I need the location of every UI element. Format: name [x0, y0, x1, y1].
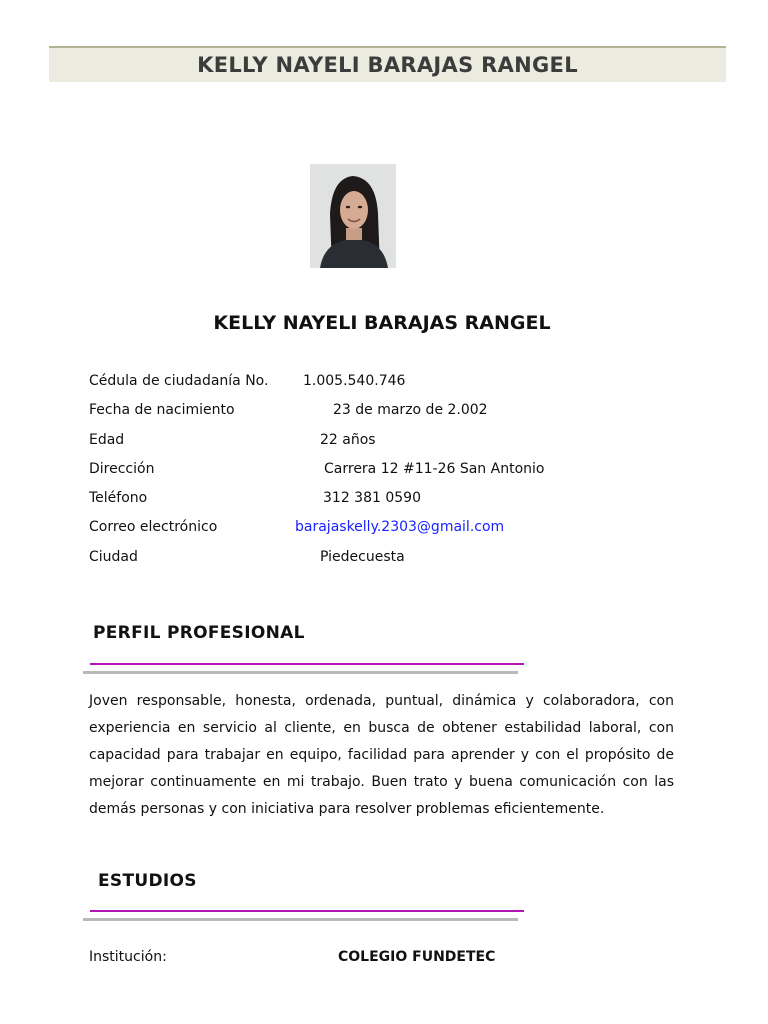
- address-value: Carrera 12 #11-26 San Antonio: [324, 461, 545, 477]
- profile-photo-image: [310, 164, 396, 268]
- city-label: Ciudad: [89, 549, 138, 565]
- institution-value: COLEGIO FUNDETEC: [338, 949, 496, 965]
- email-link[interactable]: barajaskelly.2303@gmail.com: [295, 519, 505, 535]
- cedula-value: 1.005.540.746: [303, 373, 406, 389]
- candidate-name: KELLY NAYELI BARAJAS RANGEL: [213, 312, 551, 334]
- cedula-label: Cédula de ciudadanía No.: [89, 373, 269, 389]
- profile-gray-rule: [83, 671, 518, 674]
- birth-value: 23 de marzo de 2.002: [333, 402, 488, 418]
- profile-accent-rule: [90, 663, 524, 665]
- profile-paragraph: Joven responsable, honesta, ordenada, puntual, dinámica y colaboradora, con experiencia en servicio al cliente, en busca de obtener estabilidad laboral, con capacidad para trabajar en equipo, facilidad para aprender y con el propósito de mejorar continuamente en mi trabajo. Buen trato y buena comunicación con las demás personas y con iniciativa para resolver problemas eficientemente.: [89, 693, 674, 817]
- studies-section-title: ESTUDIOS: [98, 871, 197, 891]
- phone-label: Teléfono: [89, 490, 148, 506]
- institution-label: Institución:: [89, 949, 167, 965]
- studies-accent-rule: [90, 910, 524, 912]
- age-label: Edad: [89, 432, 125, 448]
- city-value: Piedecuesta: [320, 549, 405, 565]
- phone-value: 312 381 0590: [323, 490, 421, 506]
- studies-gray-rule: [83, 918, 518, 921]
- birth-label: Fecha de nacimiento: [89, 402, 235, 418]
- email-label: Correo electrónico: [89, 519, 218, 535]
- header-bar: [49, 46, 726, 82]
- profile-section-title: PERFIL PROFESIONAL: [93, 623, 305, 643]
- address-label: Dirección: [89, 461, 155, 477]
- age-value: 22 años: [320, 432, 376, 448]
- header-title: KELLY NAYELI BARAJAS RANGEL: [197, 53, 578, 77]
- profile-photo: [310, 164, 396, 268]
